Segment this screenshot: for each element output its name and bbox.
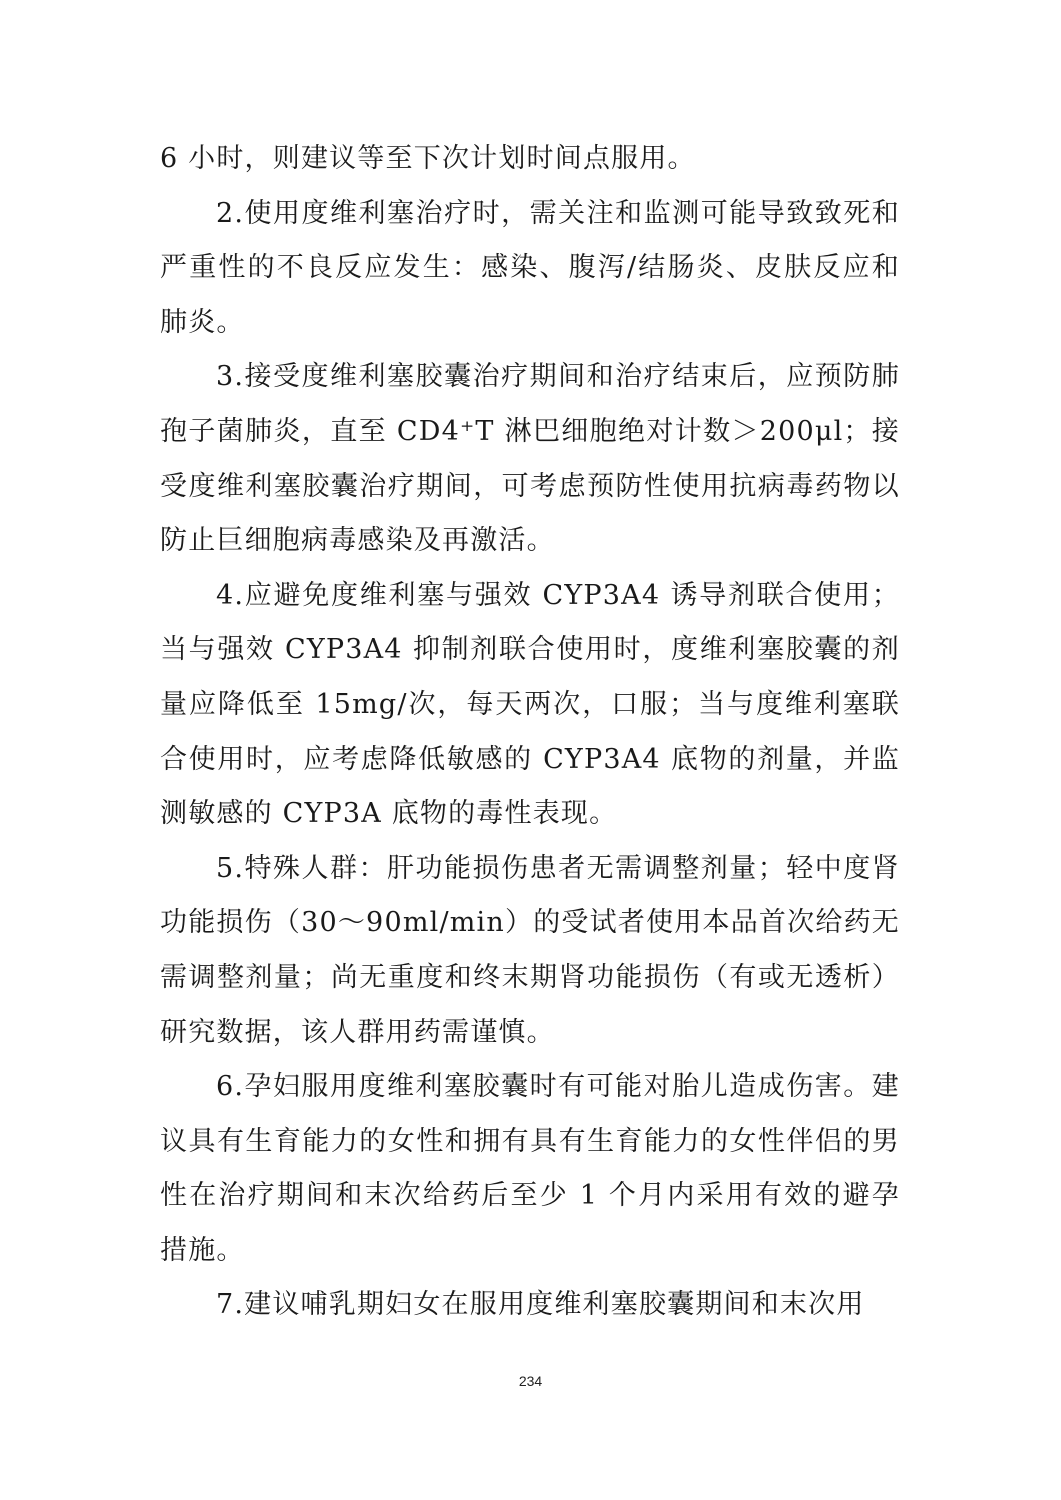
paragraph-item-3: 3.接受度维利塞胶囊治疗期间和治疗结束后，应预防肺孢子菌肺炎，直至 CD4⁺T 淋巴细胞绝对计数＞200μl；接受度维利塞胶囊治疗期间，可考虑预防性使用抗病毒药物以防止巨细胞病毒感染及再激活。 [160,361,900,557]
paragraph-item-4: 4.应避免度维利塞与强效 CYP3A4 诱导剂联合使用；当与强效 CYP3A4 抑制剂联合使用时，度维利塞胶囊的剂量应降低至 15mg/次，每天两次，口服；当与度维利塞联合使用时，应考虑降低敏感的 CYP3A4 底物的剂量，并监测敏感的 CYP3A 底物的毒性表现。 [160,579,900,830]
body-text [160,132,900,1333]
paragraph-item-6: 6.孕妇服用度维利塞胶囊时有可能对胎儿造成伤害。建议具有生育能力的女性和拥有具有生育能力的女性伴侣的男性在治疗期间和末次给药后至少 1 个月内采用有效的避孕措施。 [160,1071,900,1266]
paragraph-item-5: 5.特殊人群：肝功能损伤患者无需调整剂量；轻中度肾功能损伤（30～90ml/min）的受试者使用本品首次给药无需调整剂量；尚无重度和终末期肾功能损伤（有或无透析）研究数据，该人群用药需谨慎。 [160,852,900,1048]
page-number: 234 [518,1373,543,1389]
paragraph-item-7: 7.建议哺乳期妇女在服用度维利塞胶囊期间和末次用 [216,1289,865,1321]
paragraph-continuation: 6 小时，则建议等至下次计划时间点服用。 [160,143,696,174]
paragraph-item-2: 2.使用度维利塞治疗时，需关注和监测可能导致致死和严重性的不良反应发生：感染、腹泻/结肠炎、皮肤反应和肺炎。 [160,197,900,338]
